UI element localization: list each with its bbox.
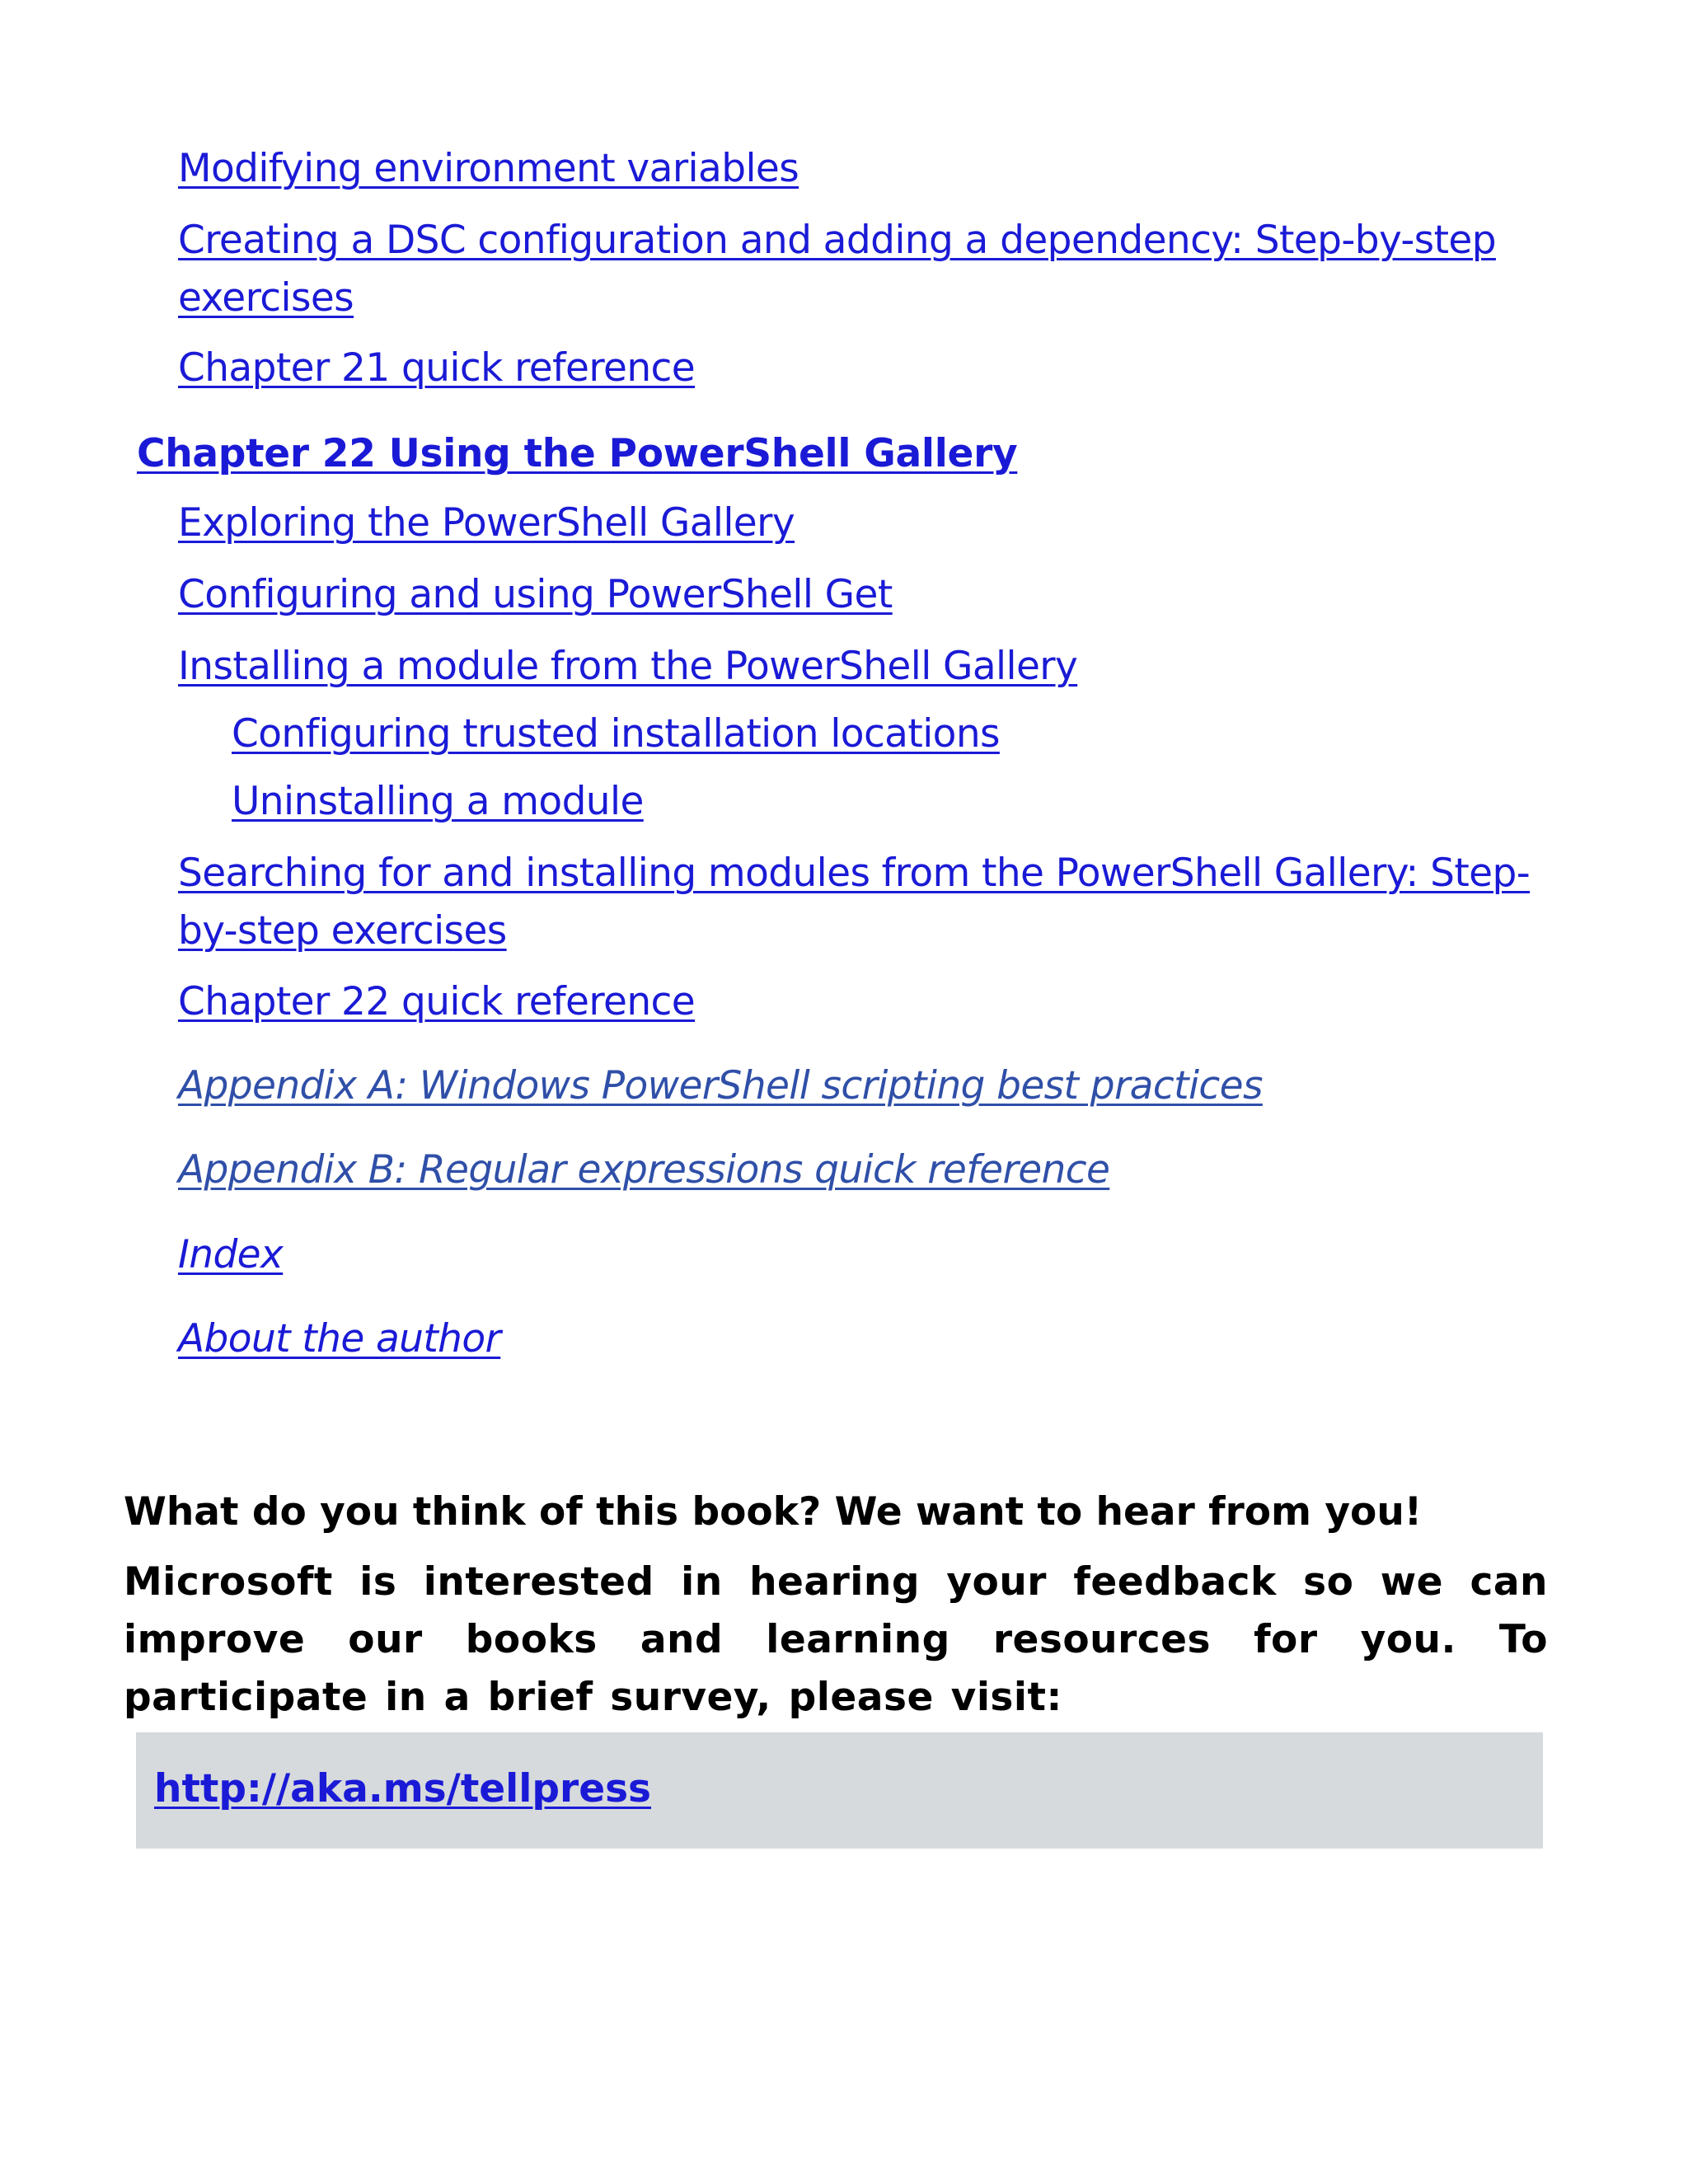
- toc-link-installing-module[interactable]: Installing a module from the PowerShell Gallery: [178, 644, 1078, 689]
- feedback-heading: What do you think of this book? We want to hear from you!: [124, 1489, 1423, 1535]
- survey-url-link[interactable]: http://aka.ms/tellpress: [154, 1766, 652, 1811]
- toc-link-chapter-21-quick-reference[interactable]: Chapter 21 quick reference: [178, 345, 696, 391]
- toc-link-about-the-author[interactable]: About the author: [178, 1316, 501, 1361]
- toc-link-appendix-a[interactable]: Appendix A: Windows PowerShell scripting best practices: [178, 1063, 1263, 1108]
- feedback-body: Microsoft is interested in hearing your feedback so we can improve our books and learning resources for you. To participate in a brief survey, please visit:: [124, 1559, 1548, 1720]
- toc-link-index[interactable]: Index: [178, 1232, 284, 1277]
- toc-link-searching-installing-modules[interactable]: Searching for and installing modules from the PowerShell Gallery: Step-by-step exercises: [178, 851, 1531, 954]
- toc-link-creating-dsc-configuration[interactable]: Creating a DSC configuration and adding a dependency: Step-by-step exercises: [178, 218, 1496, 321]
- toc-link-uninstalling-module[interactable]: Uninstalling a module: [232, 779, 644, 824]
- toc-link-configuring-trusted-locations[interactable]: Configuring trusted installation locations: [232, 711, 1000, 757]
- toc-link-chapter-22[interactable]: Chapter 22 Using the PowerShell Gallery: [137, 431, 1018, 476]
- toc-link-modifying-environment-variables[interactable]: Modifying environment variables: [178, 146, 799, 191]
- toc-link-configuring-powershell-get[interactable]: Configuring and using PowerShell Get: [178, 572, 893, 617]
- toc-link-appendix-b[interactable]: Appendix B: Regular expressions quick reference: [178, 1147, 1110, 1193]
- toc-link-chapter-22-quick-reference[interactable]: Chapter 22 quick reference: [178, 979, 696, 1024]
- survey-url-box: [136, 1732, 1543, 1849]
- toc-link-exploring-powershell-gallery[interactable]: Exploring the PowerShell Gallery: [178, 500, 795, 546]
